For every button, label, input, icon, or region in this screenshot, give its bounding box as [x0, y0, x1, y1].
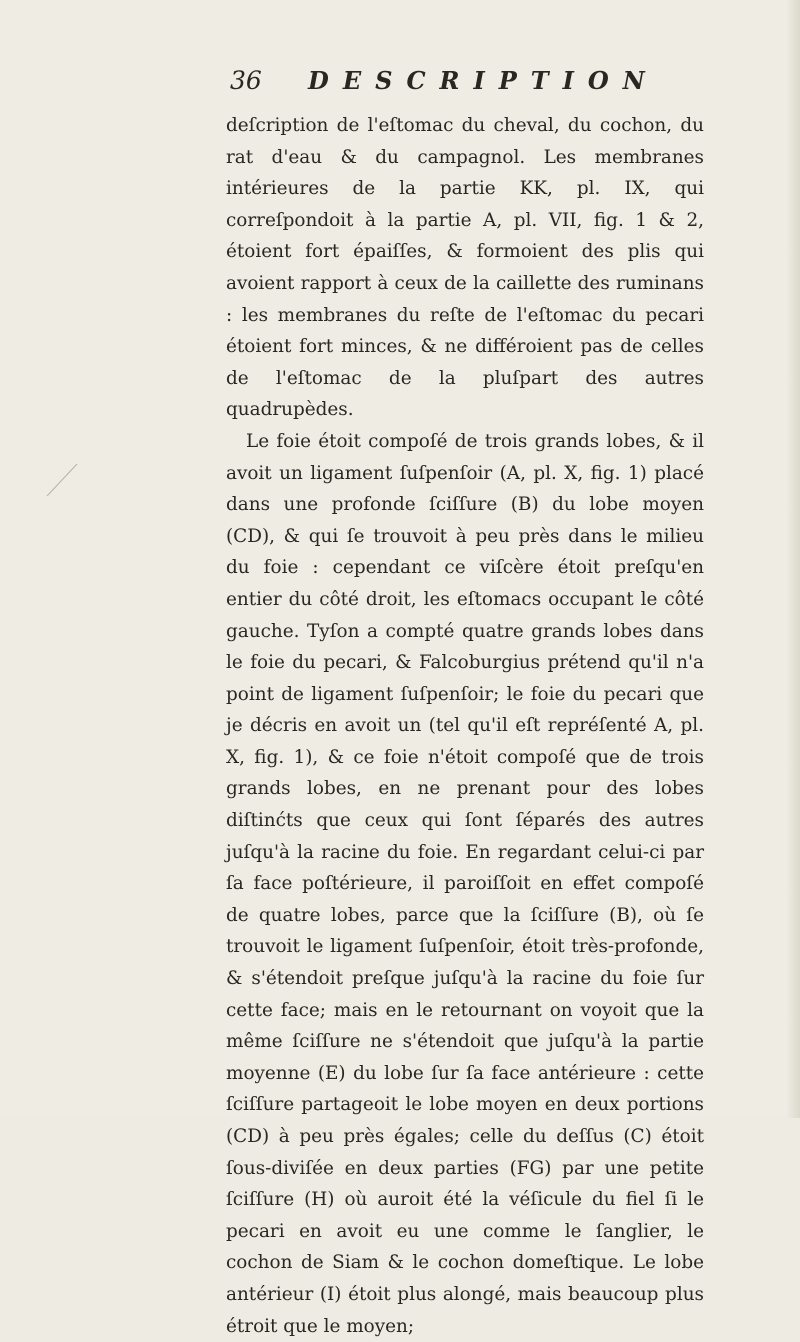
page-edge-shadow — [786, 0, 800, 1118]
page-number: 36 — [230, 66, 262, 95]
paragraph-liver: Le foie étoit compoſé de trois grands lobes, & il avoit un ligament ſuſpenſoir (A, pl. X, fig. 1) placé dans une profonde ſciſſure (B) du lobe moyen (CD), & qui ſe trouvoit à peu près dans le milieu du foie : cependant ce viſcère étoit preſqu'en entier du côté droit, les eſtomacs occupant le côté gauche. Tyſon a compté quatre grands lobes dans le foie du pecari, & Falcoburgius prétend qu'il n'a point de ligament ſuſpenſoir; le foie du pecari que je décris en avoit un (tel qu'il eſt repréſenté A, pl. X, fig. 1), & ce foie n'étoit compoſé que de trois grands lobes, en ne prenant pour des lobes diſtinćts que ceux qui ſont ſéparés des autres juſqu'à la racine du foie. En regardant celui-ci par ſa face poſtérieure, il paroiſſoit en effet compoſé de quatre lobes, parce que la ſciſſure (B), où ſe trouvoit le ligament ſuſpenſoir, étoit très-profonde, & s'étendoit preſque juſqu'à la racine du foie ſur cette face; mais en le retournant on voyoit que la même ſciſſure ne s'étendoit que juſqu'à la partie moyenne (E) du lobe ſur ſa face antérieure : cette ſciſſure partageoit le lobe moyen en deux portions (CD) à peu près égales; celle du deſſus (C) étoit ſous-diviſée en deux parties (FG) par une petite ſciſſure (H) où auroit été la véſicule du fiel ſi le pecari en avoit eu une comme le ſanglier, le cochon de Siam & le cochon domeſtique. Le lobe antérieur (I) étoit plus alongé, mais beaucoup plus étroit que le moyen; — [226, 430, 704, 1337]
running-title: DESCRIPTION — [308, 66, 659, 95]
running-header — [230, 66, 680, 106]
pencil-mark — [43, 460, 83, 500]
paragraph-continuation: deſcription de l'eſtomac du cheval, du cochon, du rat d'eau & du campagnol. Les membranes intérieures de la partie KK, pl. IX, qui correſpondoit à la partie A, pl. VII, fig. 1 & 2, étoient fort épaiſſes, & formoient des plis qui avoient rapport à ceux de la caillette des ruminans : les membranes du reſte de l'eſtomac du pecari étoient fort minces, & ne différoient pas de celles de l'eſtomac de la pluſpart des autres quadrupèdes. — [226, 115, 704, 421]
body-text — [226, 110, 704, 1342]
